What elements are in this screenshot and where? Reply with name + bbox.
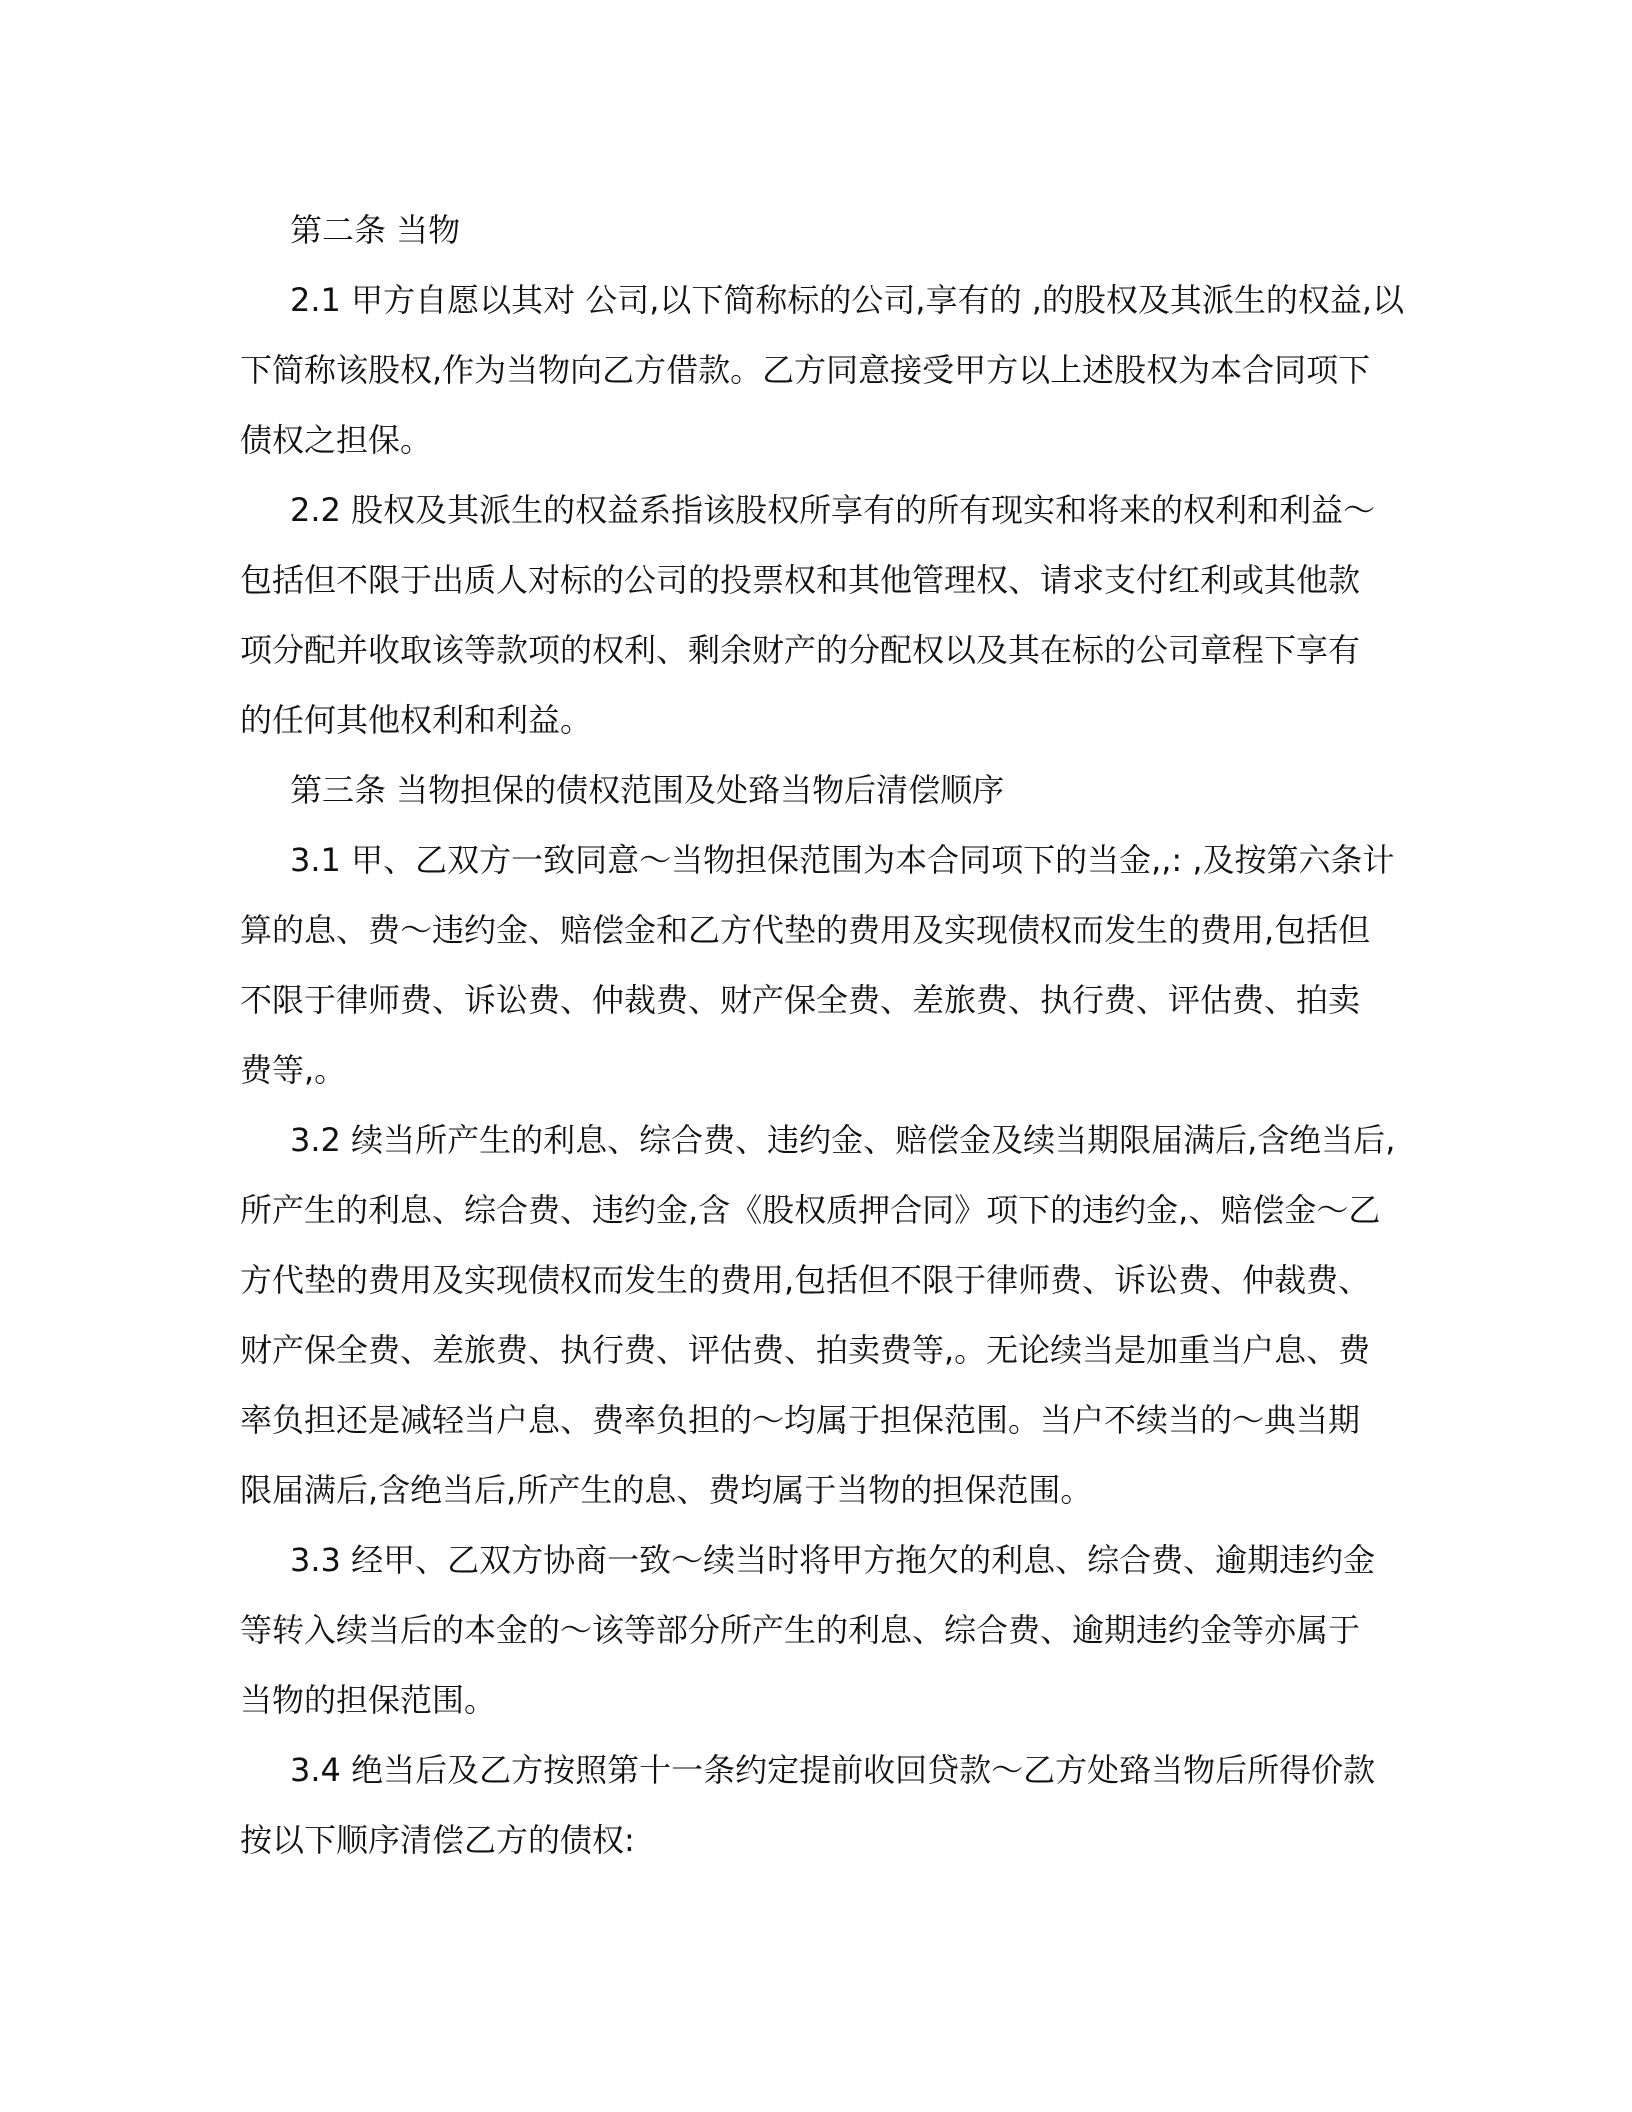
- clause-2-2-line-1: 2.2 股权及其派生的权益系指该股权所享有的所有现实和将来的权利和利益～: [290, 491, 1376, 529]
- article-3-heading: 第三条 当物担保的债权范围及处臵当物后清偿顺序: [290, 771, 1005, 809]
- clause-3-3-line-1: 3.3 经甲、乙双方协商一致～续当时将甲方拖欠的利息、综合费、逾期违约金: [290, 1541, 1376, 1579]
- clause-3-2-line-6: 限届满后,含绝当后,所产生的息、费均属于当物的担保范围。: [240, 1471, 1093, 1509]
- clause-3-1-line-1: 3.1 甲、乙双方一致同意～当物担保范围为本合同项下的当金,,: ,及按第六条计: [290, 841, 1395, 879]
- clause-2-1-line-1: 2.1 甲方自愿以其对 公司,以下简称标的公司,享有的 ,的股权及其派生的权益,以: [290, 281, 1405, 319]
- clause-2-2-line-3: 项分配并收取该等款项的权利、剩余财产的分配权以及其在标的公司章程下享有: [240, 631, 1361, 669]
- clause-3-2-line-1: 3.2 续当所产生的利息、综合费、违约金、赔偿金及续当期限届满后,含绝当后,: [290, 1121, 1396, 1159]
- clause-2-2-line-4: 的任何其他权利和利益。: [240, 701, 593, 739]
- clause-2-1-line-3: 债权之担保。: [240, 421, 433, 459]
- article-2-heading: 第二条 当物: [290, 211, 461, 249]
- clause-3-2-line-2: 所产生的利息、综合费、违约金,含《股权质押合同》项下的违约金,、赔偿金～乙: [240, 1191, 1381, 1229]
- clause-2-2-line-2: 包括但不限于出质人对标的公司的投票权和其他管理权、请求支付红利或其他款: [240, 561, 1361, 599]
- clause-3-4-line-1: 3.4 绝当后及乙方按照第十一条约定提前收回贷款～乙方处臵当物后所得价款: [290, 1751, 1376, 1789]
- clause-3-3-line-3: 当物的担保范围。: [240, 1681, 497, 1719]
- clause-3-1-line-2: 算的息、费～违约金、赔偿金和乙方代垫的费用及实现债权而发生的费用,包括但: [240, 911, 1371, 949]
- clause-3-1-line-4: 费等,。: [240, 1051, 347, 1089]
- clause-3-2-line-3: 方代垫的费用及实现债权而发生的费用,包括但不限于律师费、诉讼费、仲裁费、: [240, 1261, 1371, 1299]
- document-body: [240, 195, 1405, 1875]
- clause-3-4-line-2: 按以下顺序清偿乙方的债权:: [240, 1821, 635, 1859]
- clause-3-2-line-5: 率负担还是减轻当户息、费率负担的～均属于担保范围。当户不续当的～典当期: [240, 1401, 1361, 1439]
- clause-2-1-line-2: 下简称该股权,作为当物向乙方借款。乙方同意接受甲方以上述股权为本合同项下: [240, 351, 1371, 389]
- clause-3-1-line-3: 不限于律师费、诉讼费、仲裁费、财产保全费、差旅费、执行费、评估费、拍卖: [240, 981, 1361, 1019]
- clause-3-3-line-2: 等转入续当后的本金的～该等部分所产生的利息、综合费、逾期违约金等亦属于: [240, 1611, 1361, 1649]
- clause-3-2-line-4: 财产保全费、差旅费、执行费、评估费、拍卖费等,。无论续当是加重当户息、费: [240, 1331, 1371, 1369]
